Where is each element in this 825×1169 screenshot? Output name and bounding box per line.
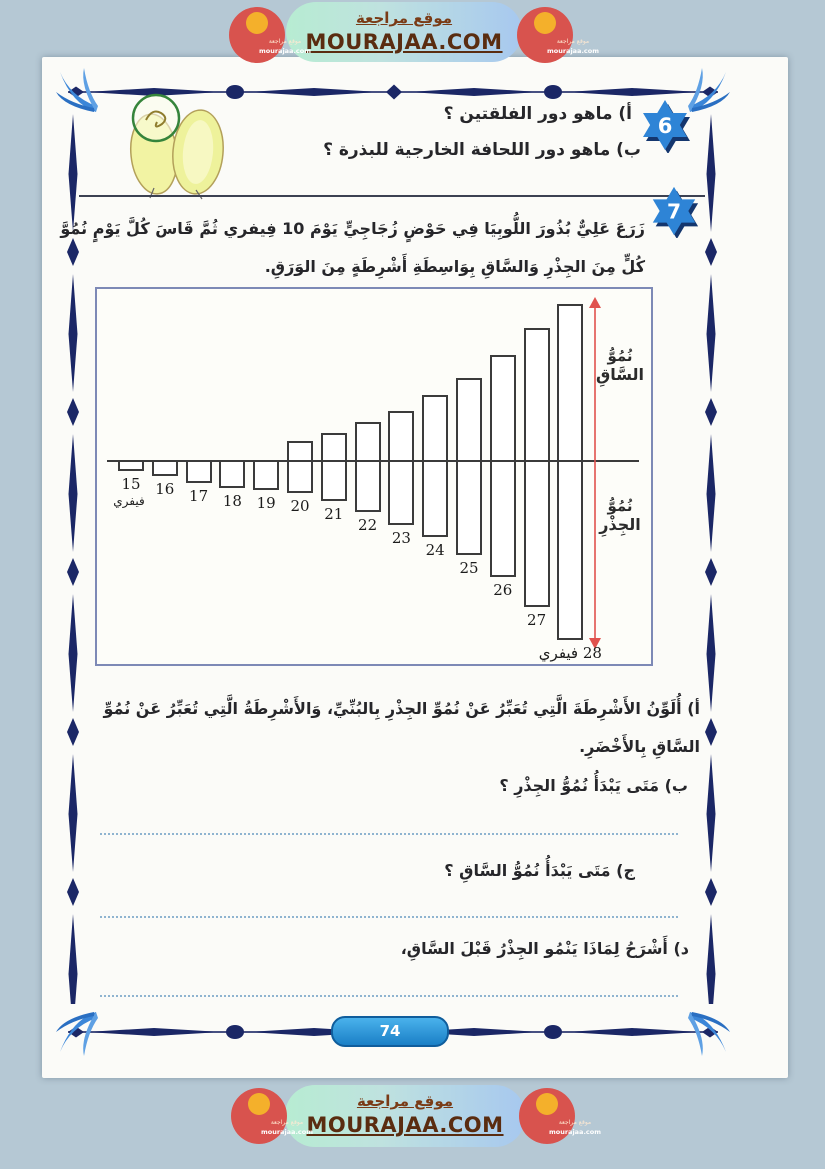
day-tick-25: 25 [459,559,479,577]
growth-span-arrow-icon [587,297,603,649]
growth-strip-day-21 [321,433,347,501]
growth-strip-day-18 [219,460,245,488]
page-number-badge: 74 [331,1016,449,1047]
growth-strip-day-22 [355,422,381,512]
growth-strip-day-26 [490,355,516,577]
corner-flourish-icon [54,1010,98,1058]
day-tick-28: 28 فيفري [538,644,602,662]
day-tick-23: 23 [391,529,411,547]
question-7-intro-line2: كُلٍّ مِنَ الجِذْرِ وَالسَّاقِ بِوَاسِطَةِ أَشْرِطَةٍ مِنَ الوَرَقِ. [264,257,645,276]
question-7d-text: د) أَشْرَحُ لِمَاذَا يَنْمُو الجِذْرُ قَبْلَ السَّاقِ، [400,939,689,958]
footer-brand-pill [285,1085,525,1147]
brand-logo [517,7,600,63]
brand-logo [231,1088,314,1144]
header-site-name: موقع مراجعة [355,9,453,27]
day-tick-24: 24 [425,541,445,559]
soil-baseline [107,460,639,462]
question-6a-text: أ) ماهو دور الفلقتين ؟ [443,104,632,124]
header-brand-pill [286,2,522,62]
day-tick-18: 18 [222,492,242,510]
logo-text-en: mourajaa.com [260,1128,314,1136]
question-7-badge [647,184,701,238]
day-tick-16: 16 [155,480,175,498]
brand-logo [519,1088,602,1144]
logo-text-ar: موقع مراجعة [270,1119,304,1126]
book-icon [246,12,268,34]
corner-flourish-icon [688,1010,732,1058]
growth-strip-day-25 [456,378,482,555]
day-tick-27: 27 [527,611,547,629]
day-tick-15: 15 [121,475,141,493]
day-tick-20: 20 [290,497,310,515]
growth-strip-day-24 [422,395,448,537]
answer-line-2 [100,916,678,918]
corner-flourish-icon [688,66,732,114]
question-7c-text: ج) مَتَى يَبْدَأُ نُمُوُّ السَّاقِ ؟ [444,861,635,880]
book-icon [536,1093,558,1115]
growth-strip-day-16 [152,460,178,476]
day-tick-26: 26 [493,581,513,599]
section-separator [79,195,705,197]
book-icon [534,12,556,34]
root-growth-label: نُمُوُّ الجِذْرِ [599,497,641,534]
logo-text-ar: موقع مراجعة [558,1119,592,1126]
question-6b-text: ب) ماهو دور اللحافة الخارجية للبذرة ؟ [323,140,641,160]
growth-strip-day-19 [253,460,279,490]
book-icon [248,1093,270,1115]
question-7-intro-line1: زَرَعَ عَلِيٌّ بُذُورَ اللُّوبِيَا فِي حَوْضٍ زُجَاجِيٍّ يَوْمَ 10 فِيفري ثُمَّ قَاسَ كُلَّ يَوْمٍ نُمُوَّ [60,219,645,238]
day-tick-21: 21 [324,505,344,523]
day-tick-22: 22 [358,516,378,534]
logo-text-ar: موقع مراجعة [556,38,590,45]
answer-line-3 [100,995,678,997]
question-7a-line1: أ) أُلَوِّنُ الأَشْرِطَةَ الَّتِي تُعَبِّرُ عَنْ نُمُوِّ الجِذْرِ بِالبُنِّيِّ، وَالأَشْرِطَةُ الَّتِي تُعَبِّرُ عَنْ نُمُوِّ [103,699,700,718]
growth-strip-day-20 [287,441,313,493]
growth-strip-day-27 [524,328,550,607]
logo-text-ar: موقع مراجعة [268,38,302,45]
seed-cotyledons-illustration [116,92,236,202]
question-7a-line2: السَّاقِ بِالأَخْضَرِ. [579,737,700,756]
question-6-badge [637,97,693,153]
header-site-link[interactable]: MOURAJAA.COM [305,30,503,54]
growth-strip-day-23 [388,411,414,525]
footer-site-name: موقع مراجعة [356,1092,454,1110]
brand-logo [229,7,312,63]
left-border-ornament [64,112,82,1004]
growth-strip-day-17 [186,460,212,483]
logo-text-en: mourajaa.com [548,1128,602,1136]
month-label: فيفري [113,494,145,508]
question-6-number: 6 [657,114,673,138]
question-7b-text: ب) مَتَى يَبْدَأُ نُمُوُّ الجِذْرِ ؟ [499,776,688,795]
right-border-ornament [702,112,720,1004]
footer-site-link[interactable]: MOURAJAA.COM [306,1113,504,1137]
logo-text-en: mourajaa.com [258,47,312,55]
day-tick-19: 19 [256,494,276,512]
growth-chart [95,287,653,666]
growth-strip-day-28 [557,304,583,640]
corner-flourish-icon [54,66,98,114]
question-7-number: 7 [666,199,682,224]
stem-growth-label: نُمُوُّ السَّاقِ [595,347,645,384]
answer-line-1 [100,833,678,835]
day-tick-17: 17 [189,487,209,505]
logo-text-en: mourajaa.com [546,47,600,55]
